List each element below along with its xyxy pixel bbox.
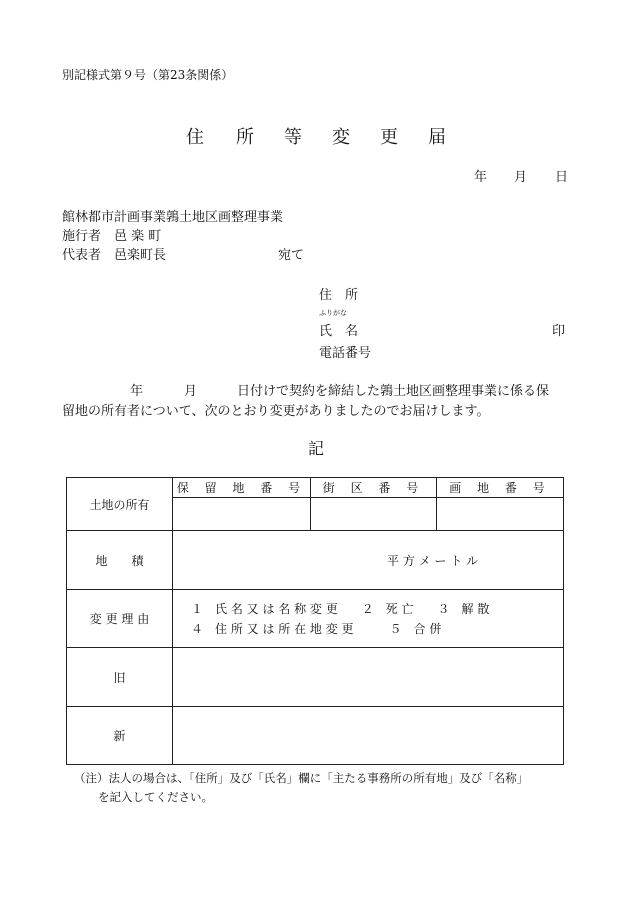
area-unit: 平 方 メ ー ト ル	[387, 553, 479, 568]
date-year: 年	[474, 170, 488, 185]
col-header-lot: 画 地 番 号	[437, 478, 564, 498]
col-header-block: 街 区 番 号	[311, 478, 437, 498]
note-line1: （注）法人の場合は、「住所」及び「氏名」欄に「主たる事務所の所有地」及び「名称」	[74, 771, 529, 785]
new-label: 新	[67, 707, 173, 765]
title-char: 所	[236, 127, 254, 148]
executor: 施行者 邑 楽 町	[62, 229, 162, 244]
title-char: 更	[380, 127, 398, 148]
seal-mark: 印	[552, 324, 566, 339]
title-char: 住	[186, 127, 204, 148]
representative: 代表者 邑楽町長	[62, 248, 167, 263]
honorific: 宛て	[278, 248, 305, 263]
new-cell[interactable]	[173, 707, 564, 765]
block-cell[interactable]	[311, 498, 437, 531]
area-label: 地 積	[67, 531, 173, 590]
form-number: 別記様式第９号（第23条関係）	[62, 68, 234, 82]
ki-heading: 記	[308, 439, 325, 458]
note-line2: を記入してください。	[98, 790, 213, 804]
reason-label: 変 更 理 由	[67, 590, 173, 648]
date-month: 月	[514, 170, 528, 185]
title-char: 届	[428, 127, 446, 148]
body-line1: 日付けで契約を締結した鶉土地区画整理事業に係る保	[237, 384, 550, 399]
project-name: 館林都市計画事業鶉土地区画整理事業	[62, 210, 284, 225]
reason-cell[interactable]	[173, 590, 564, 648]
lot-cell[interactable]	[437, 498, 564, 531]
date-day: 日	[555, 170, 569, 185]
title-char: 変	[332, 127, 350, 148]
body-year: 年	[130, 384, 144, 399]
old-cell[interactable]	[173, 648, 564, 707]
phone-label: 電話番号	[319, 346, 372, 361]
reason-line2: ４ 住 所 又 は 所 在 地 変 更 ５ 合 併	[191, 621, 442, 636]
name-label: 氏 名	[319, 324, 359, 339]
furigana-label: ふりがな	[319, 309, 347, 317]
old-label: 旧	[67, 648, 173, 707]
col-header-reserved-lot: 保 留 地 番 号	[173, 478, 311, 498]
area-cell[interactable]	[173, 531, 564, 590]
title-char: 等	[284, 127, 302, 148]
address-label: 住 所	[319, 288, 359, 303]
body-line2: 留地の所有者について、次のとおり変更がありましたのでお届けします。	[62, 404, 490, 419]
reserved-lot-cell[interactable]	[173, 498, 311, 531]
reason-line1: １ 氏 名 又 は 名 称 変 更 ２ 死 亡 ３ 解 散	[191, 601, 490, 616]
owned-label: 土地の所有	[67, 478, 173, 531]
change-table	[66, 477, 564, 765]
body-month: 月	[184, 384, 198, 399]
